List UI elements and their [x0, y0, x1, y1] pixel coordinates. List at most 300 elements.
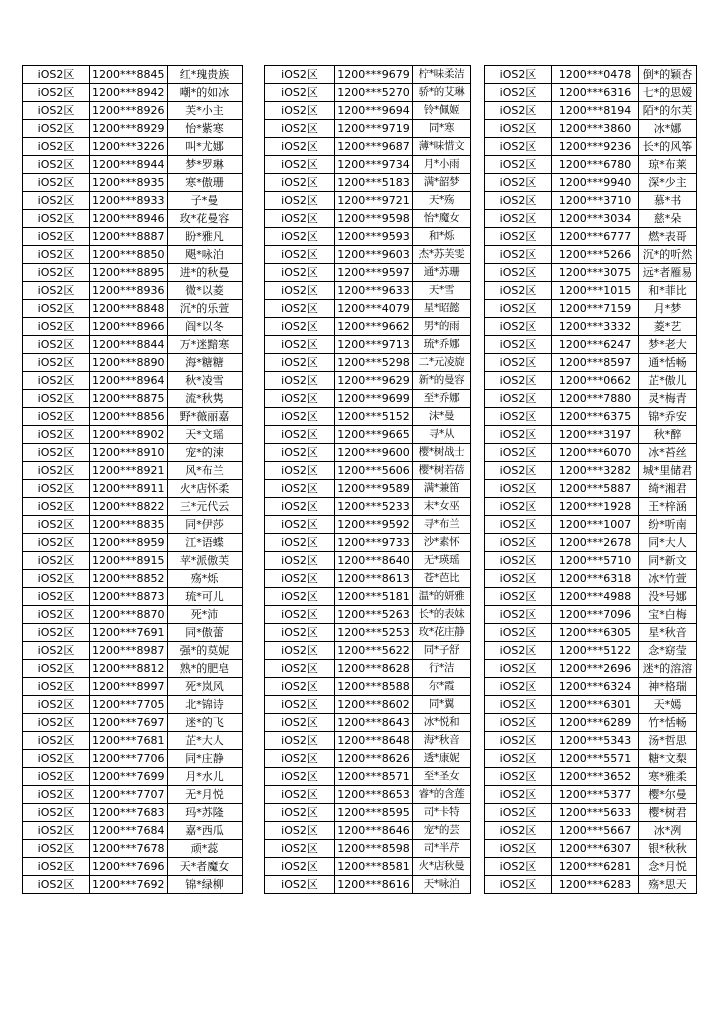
table-row [485, 876, 697, 894]
table-row [265, 840, 471, 858]
table-row [23, 300, 243, 318]
account-id-cell: 1200***8966 [90, 318, 168, 336]
table-row [265, 84, 471, 102]
account-id-cell: 1200***4079 [335, 300, 413, 318]
account-id-cell: 1200***9734 [335, 156, 413, 174]
account-id-cell: 1200***3282 [552, 462, 639, 480]
table-row [265, 570, 471, 588]
server-cell: iOS2区 [23, 84, 90, 102]
account-id-cell: 1200***5263 [335, 606, 413, 624]
table-row [23, 624, 243, 642]
server-cell: iOS2区 [23, 336, 90, 354]
table-row [485, 138, 697, 156]
table-row [265, 138, 471, 156]
account-id-cell: 1200***9687 [335, 138, 413, 156]
account-id-cell: 1200***8997 [90, 678, 168, 696]
table-row [485, 318, 697, 336]
server-cell: iOS2区 [485, 66, 552, 84]
server-cell: iOS2区 [485, 606, 552, 624]
account-id-cell: 1200***5270 [335, 84, 413, 102]
account-id-cell: 1200***8895 [90, 264, 168, 282]
table-row [23, 372, 243, 390]
server-cell: iOS2区 [23, 192, 90, 210]
table-row [485, 606, 697, 624]
player-name-cell: 寒*傲珊 [167, 174, 242, 192]
table-row [23, 210, 243, 228]
table-row [485, 840, 697, 858]
server-cell: iOS2区 [265, 228, 335, 246]
server-cell: iOS2区 [485, 426, 552, 444]
account-id-cell: 1200***5298 [335, 354, 413, 372]
table-row [23, 228, 243, 246]
account-id-cell: 1200***8933 [90, 192, 168, 210]
server-cell: iOS2区 [485, 156, 552, 174]
server-cell: iOS2区 [485, 282, 552, 300]
player-name-cell: 灵*梅青 [639, 390, 697, 408]
player-name-cell: 冰*竹萱 [639, 570, 697, 588]
account-id-cell: 1200***8946 [90, 210, 168, 228]
server-cell: iOS2区 [23, 444, 90, 462]
table-row [485, 768, 697, 786]
server-cell: iOS2区 [485, 138, 552, 156]
table-row [265, 120, 471, 138]
table-row [265, 282, 471, 300]
table-row [485, 570, 697, 588]
account-id-cell: 1200***8571 [335, 768, 413, 786]
server-cell: iOS2区 [485, 804, 552, 822]
server-cell: iOS2区 [23, 840, 90, 858]
account-id-cell: 1200***6375 [552, 408, 639, 426]
player-name-cell: 天*嫣 [639, 696, 697, 714]
table-row [265, 174, 471, 192]
winner-table-right [484, 65, 697, 894]
player-name-cell: 尔*霞 [413, 678, 471, 696]
account-id-cell: 1200***5633 [552, 804, 639, 822]
account-id-cell: 1200***5122 [552, 642, 639, 660]
server-cell: iOS2区 [265, 84, 335, 102]
table-row [265, 786, 471, 804]
account-id-cell: 1200***7707 [90, 786, 168, 804]
table-row [485, 732, 697, 750]
server-cell: iOS2区 [265, 408, 335, 426]
server-cell: iOS2区 [265, 246, 335, 264]
table-row [265, 390, 471, 408]
player-name-cell: 睿*的含莲 [413, 786, 471, 804]
server-cell: iOS2区 [485, 768, 552, 786]
server-cell: iOS2区 [23, 390, 90, 408]
player-name-cell: 秋*凌雪 [167, 372, 242, 390]
table-row [265, 498, 471, 516]
account-id-cell: 1200***9597 [335, 264, 413, 282]
table-row [485, 246, 697, 264]
player-name-cell: 江*语蝶 [167, 534, 242, 552]
server-cell: iOS2区 [23, 588, 90, 606]
account-id-cell: 1200***8890 [90, 354, 168, 372]
account-id-cell: 1200***8926 [90, 102, 168, 120]
player-name-cell: 流*秋隽 [167, 390, 242, 408]
table-row [265, 426, 471, 444]
account-id-cell: 1200***5233 [335, 498, 413, 516]
player-name-cell: 樱*树战士 [413, 444, 471, 462]
server-cell: iOS2区 [265, 858, 335, 876]
server-cell: iOS2区 [265, 624, 335, 642]
player-name-cell: 七*的思嫒 [639, 84, 697, 102]
player-name-cell: 天*文瑶 [167, 426, 242, 444]
table-row [23, 786, 243, 804]
account-id-cell: 1200***8870 [90, 606, 168, 624]
table-row [265, 588, 471, 606]
server-cell: iOS2区 [23, 678, 90, 696]
player-name-cell: 嘲*的如冰 [167, 84, 242, 102]
table-row [485, 264, 697, 282]
server-cell: iOS2区 [485, 786, 552, 804]
player-name-cell: 倒*的颖杏 [639, 66, 697, 84]
table-row [265, 750, 471, 768]
table-row [23, 534, 243, 552]
account-id-cell: 1200***9662 [335, 318, 413, 336]
server-cell: iOS2区 [265, 354, 335, 372]
account-id-cell: 1200***9719 [335, 120, 413, 138]
server-cell: iOS2区 [485, 390, 552, 408]
table-row [485, 336, 697, 354]
player-name-cell: 神*格瑞 [639, 678, 697, 696]
player-name-cell: 冰*苔丝 [639, 444, 697, 462]
server-cell: iOS2区 [485, 192, 552, 210]
table-row [23, 840, 243, 858]
player-name-cell: 锦*绿柳 [167, 876, 242, 894]
table-row [265, 678, 471, 696]
player-name-cell: 宝*白梅 [639, 606, 697, 624]
table-row [265, 822, 471, 840]
account-id-cell: 1200***8942 [90, 84, 168, 102]
account-id-cell: 1200***8850 [90, 246, 168, 264]
server-cell: iOS2区 [265, 750, 335, 768]
table-row [485, 624, 697, 642]
table-row [23, 588, 243, 606]
server-cell: iOS2区 [23, 246, 90, 264]
account-id-cell: 1200***8812 [90, 660, 168, 678]
player-name-cell: 同*大人 [639, 534, 697, 552]
table-row [485, 534, 697, 552]
server-cell: iOS2区 [23, 750, 90, 768]
account-id-cell: 1200***9713 [335, 336, 413, 354]
player-name-cell: 玫*花庄静 [413, 624, 471, 642]
player-name-cell: 盼*雅凡 [167, 228, 242, 246]
table-row [485, 678, 697, 696]
account-id-cell: 1200***7880 [552, 390, 639, 408]
player-name-cell: 芷*傲儿 [639, 372, 697, 390]
player-name-cell: 强*的莫妮 [167, 642, 242, 660]
player-name-cell: 汤*哲思 [639, 732, 697, 750]
table-row [23, 606, 243, 624]
player-name-cell: 苹*派傲芙 [167, 552, 242, 570]
player-name-cell: 琼*布莱 [639, 156, 697, 174]
account-id-cell: 1200***2696 [552, 660, 639, 678]
player-name-cell: 进*的秋曼 [167, 264, 242, 282]
server-cell: iOS2区 [265, 696, 335, 714]
account-id-cell: 1200***3652 [552, 768, 639, 786]
server-cell: iOS2区 [23, 642, 90, 660]
player-name-cell: 樱*尔曼 [639, 786, 697, 804]
server-cell: iOS2区 [265, 714, 335, 732]
table-row [485, 192, 697, 210]
player-name-cell: 温*的妍雅 [413, 588, 471, 606]
account-id-cell: 1200***7678 [90, 840, 168, 858]
account-id-cell: 1200***1928 [552, 498, 639, 516]
player-name-cell: 锦*乔安 [639, 408, 697, 426]
player-name-cell: 柠*味柔洁 [413, 66, 471, 84]
table-row [23, 660, 243, 678]
server-cell: iOS2区 [23, 264, 90, 282]
server-cell: iOS2区 [265, 66, 335, 84]
player-name-cell: 深*少主 [639, 174, 697, 192]
account-id-cell: 1200***8628 [335, 660, 413, 678]
table-row [23, 120, 243, 138]
account-id-cell: 1200***8936 [90, 282, 168, 300]
table-row [265, 480, 471, 498]
table-row [485, 300, 697, 318]
server-cell: iOS2区 [23, 282, 90, 300]
account-id-cell: 1200***9699 [335, 390, 413, 408]
player-name-cell: 同*傲蕾 [167, 624, 242, 642]
table-row [23, 876, 243, 894]
server-cell: iOS2区 [265, 534, 335, 552]
player-name-cell: 宠*的芸 [413, 822, 471, 840]
table-row [485, 120, 697, 138]
winner-table-left [22, 65, 243, 894]
player-name-cell: 同*新文 [639, 552, 697, 570]
account-id-cell: 1200***5606 [335, 462, 413, 480]
account-id-cell: 1200***8959 [90, 534, 168, 552]
server-cell: iOS2区 [485, 678, 552, 696]
table-row [23, 444, 243, 462]
account-id-cell: 1200***7696 [90, 858, 168, 876]
table-row [23, 750, 243, 768]
account-id-cell: 1200***8852 [90, 570, 168, 588]
table-row [23, 804, 243, 822]
server-cell: iOS2区 [485, 300, 552, 318]
table-row [265, 624, 471, 642]
player-name-cell: 沉*的听然 [639, 246, 697, 264]
table-row [23, 282, 243, 300]
table-row [23, 552, 243, 570]
server-cell: iOS2区 [23, 426, 90, 444]
account-id-cell: 1200***7697 [90, 714, 168, 732]
account-id-cell: 1200***7699 [90, 768, 168, 786]
account-id-cell: 1200***9598 [335, 210, 413, 228]
account-id-cell: 1200***6281 [552, 858, 639, 876]
player-name-cell: 燃*表哥 [639, 228, 697, 246]
account-id-cell: 1200***9603 [335, 246, 413, 264]
account-id-cell: 1200***9236 [552, 138, 639, 156]
table-row [23, 354, 243, 372]
account-id-cell: 1200***3710 [552, 192, 639, 210]
player-name-cell: 同*庄静 [167, 750, 242, 768]
server-cell: iOS2区 [485, 210, 552, 228]
player-name-cell: 月*梦 [639, 300, 697, 318]
player-name-cell: 樱*树君 [639, 804, 697, 822]
player-name-cell: 铃*佩姬 [413, 102, 471, 120]
player-name-cell: 天*殇 [413, 192, 471, 210]
table-row [485, 552, 697, 570]
account-id-cell: 1200***8911 [90, 480, 168, 498]
table-row [485, 102, 697, 120]
account-id-cell: 1200***5710 [552, 552, 639, 570]
winner-table-middle [264, 65, 471, 894]
account-id-cell: 1200***9721 [335, 192, 413, 210]
player-name-cell: 秋*醉 [639, 426, 697, 444]
player-name-cell: 长*的风筝 [639, 138, 697, 156]
server-cell: iOS2区 [23, 606, 90, 624]
table-row [485, 714, 697, 732]
table-row [265, 804, 471, 822]
table-row [23, 498, 243, 516]
account-id-cell: 1200***7681 [90, 732, 168, 750]
player-name-cell: 星*昭懿 [413, 300, 471, 318]
account-id-cell: 1200***9940 [552, 174, 639, 192]
player-name-cell: 至*圣女 [413, 768, 471, 786]
player-name-cell: 慈*朵 [639, 210, 697, 228]
server-cell: iOS2区 [265, 570, 335, 588]
account-id-cell: 1200***5181 [335, 588, 413, 606]
table-row [265, 516, 471, 534]
table-row [23, 570, 243, 588]
table-row [485, 822, 697, 840]
table-row [485, 444, 697, 462]
account-id-cell: 1200***8588 [335, 678, 413, 696]
player-name-cell: 迷*的溶溶 [639, 660, 697, 678]
server-cell: iOS2区 [485, 552, 552, 570]
table-row [265, 300, 471, 318]
server-cell: iOS2区 [23, 714, 90, 732]
table-row [265, 336, 471, 354]
player-name-cell: 火*店怀柔 [167, 480, 242, 498]
account-id-cell: 1200***9629 [335, 372, 413, 390]
player-name-cell: 殇*烁 [167, 570, 242, 588]
player-name-cell: 冰*冽 [639, 822, 697, 840]
server-cell: iOS2区 [485, 174, 552, 192]
account-id-cell: 1200***6301 [552, 696, 639, 714]
server-cell: iOS2区 [23, 876, 90, 894]
server-cell: iOS2区 [485, 120, 552, 138]
table-row [485, 858, 697, 876]
account-id-cell: 1200***5152 [335, 408, 413, 426]
server-cell: iOS2区 [23, 822, 90, 840]
table-row [485, 462, 697, 480]
account-id-cell: 1200***8613 [335, 570, 413, 588]
account-id-cell: 1200***5343 [552, 732, 639, 750]
table-row [485, 498, 697, 516]
account-id-cell: 1200***3332 [552, 318, 639, 336]
account-id-cell: 1200***8597 [552, 354, 639, 372]
player-name-cell: 火*店秋曼 [413, 858, 471, 876]
player-name-cell: 海*糖糖 [167, 354, 242, 372]
player-name-cell: 沫*曼 [413, 408, 471, 426]
server-cell: iOS2区 [265, 462, 335, 480]
player-name-cell: 绮*湘君 [639, 480, 697, 498]
account-id-cell: 1200***9592 [335, 516, 413, 534]
server-cell: iOS2区 [485, 732, 552, 750]
account-id-cell: 1200***3197 [552, 426, 639, 444]
server-cell: iOS2区 [265, 174, 335, 192]
player-name-cell: 陌*的尔芙 [639, 102, 697, 120]
server-cell: iOS2区 [265, 426, 335, 444]
server-cell: iOS2区 [23, 480, 90, 498]
player-name-cell: 满*韶梦 [413, 174, 471, 192]
server-cell: iOS2区 [23, 786, 90, 804]
server-cell: iOS2区 [265, 552, 335, 570]
table-row [23, 426, 243, 444]
player-name-cell: 殇*思天 [639, 876, 697, 894]
server-cell: iOS2区 [265, 156, 335, 174]
server-cell: iOS2区 [23, 768, 90, 786]
player-name-cell: 天*者魔女 [167, 858, 242, 876]
player-name-cell: 二*元凌旋 [413, 354, 471, 372]
table-row [23, 858, 243, 876]
player-name-cell: 同*寒 [413, 120, 471, 138]
table-row [23, 480, 243, 498]
player-name-cell: 苍*芭比 [413, 570, 471, 588]
player-name-cell: 竹*恬畅 [639, 714, 697, 732]
account-id-cell: 1200***6283 [552, 876, 639, 894]
table-row [23, 246, 243, 264]
player-name-cell: 飓*咏泊 [167, 246, 242, 264]
account-id-cell: 1200***7705 [90, 696, 168, 714]
table-row [23, 732, 243, 750]
player-name-cell: 薄*味惜文 [413, 138, 471, 156]
player-name-cell: 远*者雁易 [639, 264, 697, 282]
account-id-cell: 1200***4988 [552, 588, 639, 606]
table-row [23, 66, 243, 84]
player-name-cell: 熟*的肥皂 [167, 660, 242, 678]
account-id-cell: 1200***0662 [552, 372, 639, 390]
server-cell: iOS2区 [485, 642, 552, 660]
table-row [485, 66, 697, 84]
player-name-cell: 死*岚风 [167, 678, 242, 696]
player-name-cell: 没*号娜 [639, 588, 697, 606]
account-id-cell: 1200***9633 [335, 282, 413, 300]
table-row [265, 354, 471, 372]
table-row [23, 390, 243, 408]
table-row [23, 174, 243, 192]
table-row [23, 696, 243, 714]
table-row [485, 372, 697, 390]
server-cell: iOS2区 [265, 336, 335, 354]
server-cell: iOS2区 [485, 714, 552, 732]
account-id-cell: 1200***5377 [552, 786, 639, 804]
account-id-cell: 1200***9600 [335, 444, 413, 462]
server-cell: iOS2区 [485, 246, 552, 264]
account-id-cell: 1200***8929 [90, 120, 168, 138]
server-cell: iOS2区 [265, 120, 335, 138]
server-cell: iOS2区 [265, 300, 335, 318]
player-name-cell: 司*卡特 [413, 804, 471, 822]
account-id-cell: 1200***6324 [552, 678, 639, 696]
table-row [265, 696, 471, 714]
player-name-cell: 司*半芹 [413, 840, 471, 858]
account-id-cell: 1200***3860 [552, 120, 639, 138]
server-cell: iOS2区 [23, 408, 90, 426]
server-cell: iOS2区 [265, 660, 335, 678]
account-id-cell: 1200***8626 [335, 750, 413, 768]
player-name-cell: 至*乔娜 [413, 390, 471, 408]
table-row [265, 66, 471, 84]
account-id-cell: 1200***8616 [335, 876, 413, 894]
account-id-cell: 1200***3226 [90, 138, 168, 156]
account-id-cell: 1200***8640 [335, 552, 413, 570]
server-cell: iOS2区 [485, 372, 552, 390]
account-id-cell: 1200***8935 [90, 174, 168, 192]
